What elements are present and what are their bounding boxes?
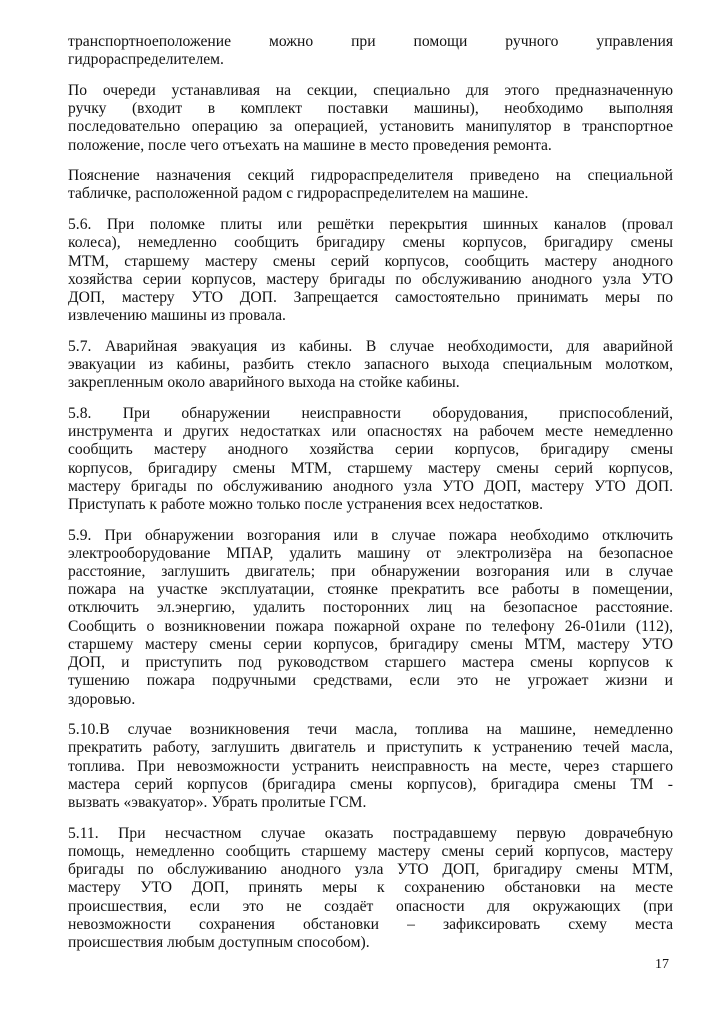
text-line: хозяйства серии корпусов, мастеру бригады по обслуживанию анодного узла УТО xyxy=(68,270,673,288)
text-line: эвакуации из кабины, разбить стекло запасного выхода специальным молотком, xyxy=(68,356,673,374)
text-line: 5.9. При обнаружении возгорания или в случае пожара необходимо отключить xyxy=(68,526,673,544)
text-line: положение, после чего отъехать на машине в место проведения ремонта. xyxy=(68,136,552,154)
text-line: происшествия, если это не создаёт опасности для окружающих (при xyxy=(68,897,673,915)
text-line: ручку (входит в комплект поставки машины), необходимо выполняя xyxy=(68,100,673,118)
text-line: бригады по обслуживанию анодного узла УТО ДОП, бригадиру смены МТМ, xyxy=(68,861,673,879)
text-line: табличке, расположенной радом с гидрораспределителем на машине. xyxy=(68,185,529,203)
text-line: ДОП, и приступить под руководством старшего мастера смены корпусов к xyxy=(68,654,673,672)
text-line: вызвать «эвакуатор». Убрать пролитые ГСМ. xyxy=(68,794,367,812)
text-line: корпусов, бригадиру смены МТМ, старшему мастеру смены серий корпусов, xyxy=(68,459,673,477)
text-line: 5.7. Аварийная эвакуация из кабины. В случае необходимости, для аварийной xyxy=(68,337,673,355)
text-line: происшествия любым доступным способом). xyxy=(68,933,370,951)
text-line: сообщить мастеру анодного хозяйства серии корпусов, бригадиру смены xyxy=(68,441,673,459)
text-line: расстояние, заглушить двигатель; при обнаружении возгорания или в случае xyxy=(68,563,673,581)
text-line: 5.6. При поломке плиты или решётки перекрытия шинных каналов (провал xyxy=(68,216,673,234)
text-line: Приступать к работе можно только после устранения всех недостатков. xyxy=(68,495,544,513)
text-line: отключить эл.энергию, удалить посторонних лиц на безопасное расстояние. xyxy=(68,599,673,617)
text-line: 5.10.В случае возникновения течи масла, топлива на машине, немедленно xyxy=(68,721,673,739)
text-line: закрепленным около аварийного выхода на стойке кабины. xyxy=(68,374,460,392)
text-line: старшему мастеру смены серии корпусов, бригадиру смены МТМ, мастеру УТО xyxy=(68,635,673,653)
text-line: пожара на участке эксплуатации, стоянке прекратить все работы в помещении, xyxy=(68,581,673,599)
document-body xyxy=(68,33,673,965)
paragraph xyxy=(68,721,673,812)
paragraph xyxy=(68,82,673,155)
text-line: электрооборудование МПАР, удалить машину от электролизёра на безопасное xyxy=(68,544,673,562)
text-line: тушению пожара подручными средствами, если это не угрожает жизни и xyxy=(68,672,673,690)
paragraph xyxy=(68,33,673,69)
paragraph xyxy=(68,527,673,709)
text-line: Пояснение назначения секций гидрораспределителя приведено на специальной xyxy=(68,167,673,185)
text-line: 5.11. При несчастном случае оказать пострадавшему первую доврачебную xyxy=(68,824,673,842)
text-line: ДОП, мастеру УТО ДОП. Запрещается самостоятельно принимать меры по xyxy=(68,288,673,306)
text-line: колеса), немедленно сообщить бригадиру смены корпусов, бригадиру смены xyxy=(68,234,673,252)
text-line: 5.8. При обнаружении неисправности оборудования, приспособлений, xyxy=(68,404,673,422)
text-line: гидрораспределителем. xyxy=(68,51,224,69)
text-line: МТМ, старшему мастеру смены серий корпусов, сообщить мастеру анодного xyxy=(68,252,673,270)
paragraph xyxy=(68,405,673,514)
text-line: топлива. При невозможности устранить неисправность на месте, через старшего xyxy=(68,757,673,775)
paragraph xyxy=(68,216,673,325)
text-line: последовательно операцию за операцией, установить манипулятор в транспортное xyxy=(68,118,673,136)
text-line: мастеру бригады по обслуживанию анодного узла УТО ДОП, мастеру УТО ДОП. xyxy=(68,477,673,495)
text-line: Сообщить о возникновении пожара пожарной охране по телефону 26-01или (112), xyxy=(68,617,673,635)
paragraph xyxy=(68,338,673,393)
paragraph xyxy=(68,167,673,203)
text-line: здоровью. xyxy=(68,690,136,708)
text-line: инструмента и других недостатках или опасностях на рабочем месте немедленно xyxy=(68,423,673,441)
text-line: транспортноеположение можно при помощи ручного управления xyxy=(68,33,673,50)
paragraph xyxy=(68,825,673,952)
text-line: мастера серий корпусов (бригадира смены корпусов), бригадира смены ТМ - xyxy=(68,775,673,793)
text-line: невозможности сохранения обстановки – зафиксировать схему места xyxy=(68,915,673,933)
text-line: прекратить работу, заглушить двигатель и приступить к устранению течей масла, xyxy=(68,739,673,757)
text-line: извлечению машины из провала. xyxy=(68,307,286,325)
text-line: помощь, немедленно сообщить старшему мастеру смены серий корпусов, мастеру xyxy=(68,842,673,860)
text-line: мастеру УТО ДОП, принять меры к сохранению обстановки на месте xyxy=(68,879,673,897)
page-number: 17 xyxy=(655,957,669,972)
text-line: По очереди устанавливая на секции, специально для этого предназначенную xyxy=(68,81,673,99)
